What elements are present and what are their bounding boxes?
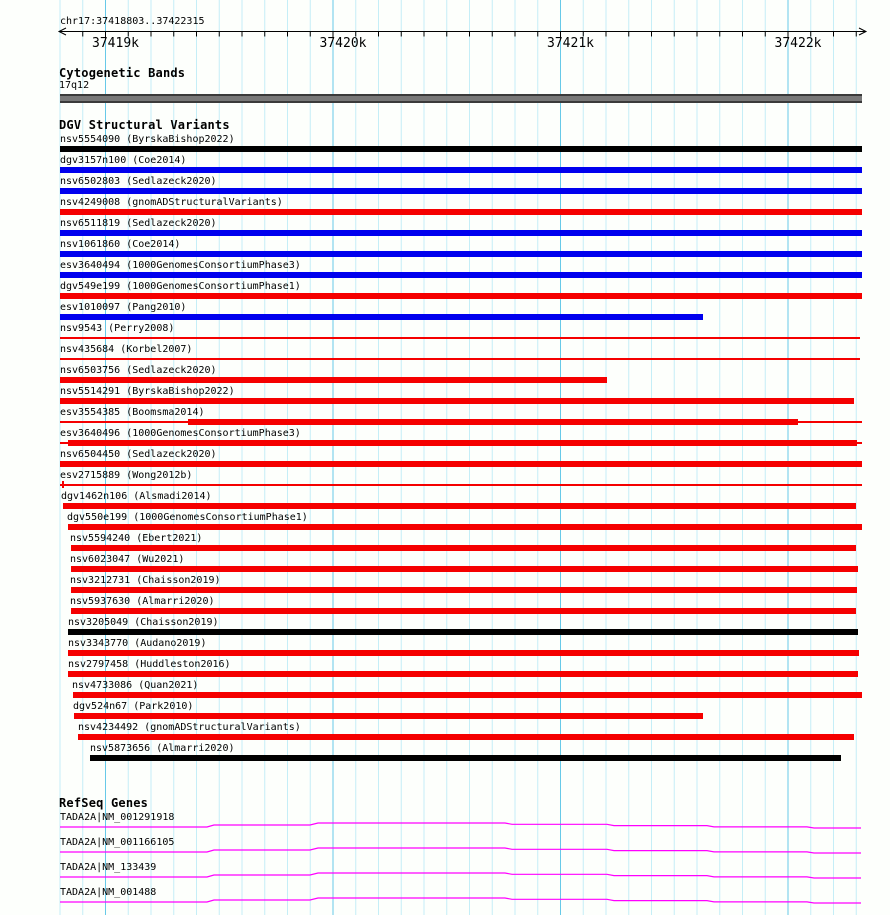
cytoband-name: 17q12 bbox=[59, 80, 90, 91]
variant-bar[interactable] bbox=[68, 629, 858, 635]
variant-label[interactable]: nsv6503756 (Sedlazeck2020) bbox=[60, 365, 217, 376]
variant-bar[interactable] bbox=[60, 461, 862, 467]
gene-label[interactable]: TADA2A|NM_001166105 bbox=[60, 837, 175, 848]
variant-label[interactable]: nsv3205049 (Chaisson2019) bbox=[68, 617, 219, 628]
ruler-tick-label: 37420k bbox=[319, 36, 367, 51]
variant-label[interactable]: nsv6511819 (Sedlazeck2020) bbox=[60, 218, 217, 229]
variant-bar[interactable] bbox=[60, 398, 854, 404]
variant-label[interactable]: nsv5594240 (Ebert2021) bbox=[70, 533, 203, 544]
variant-label[interactable]: nsv9543 (Perry2008) bbox=[60, 323, 175, 334]
variant-label[interactable]: esv3640494 (1000GenomesConsortiumPhase3) bbox=[60, 260, 301, 271]
variant-label[interactable]: esv3554385 (Boomsma2014) bbox=[60, 407, 205, 418]
variant-bar[interactable] bbox=[74, 713, 703, 719]
variant-label[interactable]: nsv4249008 (gnomADStructuralVariants) bbox=[60, 197, 283, 208]
ruler bbox=[0, 0, 890, 60]
variant-bar[interactable] bbox=[60, 337, 860, 339]
variant-bar[interactable] bbox=[71, 587, 857, 593]
cytoband-bar[interactable] bbox=[60, 94, 862, 103]
variant-bar[interactable] bbox=[78, 734, 854, 740]
variant-bar[interactable] bbox=[60, 442, 68, 444]
variant-bar[interactable] bbox=[60, 167, 862, 173]
refseq-track-header: RefSeq Genes bbox=[59, 796, 149, 810]
gene-label[interactable]: TADA2A|NM_133439 bbox=[60, 862, 157, 873]
right-arrow-icon bbox=[859, 28, 866, 35]
dgv-track-header: DGV Structural Variants bbox=[59, 118, 230, 132]
gene-model-line[interactable] bbox=[60, 848, 861, 853]
variant-bar[interactable] bbox=[60, 146, 862, 152]
variant-label[interactable]: esv3640496 (1000GenomesConsortiumPhase3) bbox=[60, 428, 301, 439]
variant-bar[interactable] bbox=[60, 358, 860, 360]
variant-bar[interactable] bbox=[73, 692, 862, 698]
variant-label[interactable]: nsv4733086 (Quan2021) bbox=[72, 680, 199, 691]
variant-bar[interactable] bbox=[71, 566, 858, 572]
variant-bar[interactable] bbox=[60, 251, 862, 257]
variant-label[interactable]: nsv1061860 (Coe2014) bbox=[60, 239, 181, 250]
variant-bar[interactable] bbox=[63, 503, 856, 509]
variant-bar[interactable] bbox=[60, 377, 607, 383]
variant-label[interactable]: nsv5554090 (ByrskaBishop2022) bbox=[60, 134, 235, 145]
variant-label[interactable]: nsv4234492 (gnomADStructuralVariants) bbox=[78, 722, 301, 733]
variant-label[interactable]: nsv435684 (Korbel2007) bbox=[60, 344, 193, 355]
variant-label[interactable]: dgv524n67 (Park2010) bbox=[73, 701, 194, 712]
variant-bar[interactable] bbox=[857, 442, 862, 444]
variant-bar[interactable] bbox=[71, 608, 856, 614]
variant-bar[interactable] bbox=[60, 314, 703, 320]
variant-bar[interactable] bbox=[798, 421, 862, 423]
variant-label[interactable]: dgv3157n100 (Coe2014) bbox=[60, 155, 187, 166]
variant-label[interactable]: nsv6502803 (Sedlazeck2020) bbox=[60, 176, 217, 187]
ruler-tick-label: 37422k bbox=[774, 36, 822, 51]
variant-label[interactable]: esv2715889 (Wong2012b) bbox=[60, 470, 193, 481]
ruler-tick-label: 37421k bbox=[547, 36, 594, 51]
variant-bar[interactable] bbox=[71, 545, 856, 551]
gene-label[interactable]: TADA2A|NM_001291918 bbox=[60, 812, 175, 823]
variant-bar[interactable] bbox=[68, 440, 857, 446]
variant-label[interactable]: nsv6504450 (Sedlazeck2020) bbox=[60, 449, 217, 460]
variant-label[interactable]: nsv6023047 (Wu2021) bbox=[70, 554, 185, 565]
variant-label[interactable]: esv1010097 (Pang2010) bbox=[60, 302, 187, 313]
variant-bar-left-cap bbox=[62, 481, 64, 488]
cytoband-track-header: Cytogenetic Bands bbox=[59, 66, 186, 80]
variant-label[interactable]: dgv1462n106 (Alsmadi2014) bbox=[61, 491, 212, 502]
variant-label[interactable]: nsv5873656 (Almarri2020) bbox=[90, 743, 235, 754]
left-arrow-icon bbox=[59, 28, 66, 35]
gene-label[interactable]: TADA2A|NM_001488 bbox=[60, 887, 157, 898]
gene-model-line[interactable] bbox=[60, 898, 861, 903]
variant-bar[interactable] bbox=[68, 671, 858, 677]
variant-label[interactable]: nsv3212731 (Chaisson2019) bbox=[70, 575, 221, 586]
region-title: chr17:37418803..37422315 bbox=[60, 16, 205, 27]
variant-bar[interactable] bbox=[60, 293, 862, 299]
variant-bar[interactable] bbox=[60, 209, 862, 215]
variant-bar[interactable] bbox=[60, 188, 862, 194]
variant-bar[interactable] bbox=[60, 272, 862, 278]
variant-label[interactable]: nsv5937630 (Almarri2020) bbox=[70, 596, 215, 607]
gene-model-line[interactable] bbox=[60, 823, 861, 828]
variant-bar[interactable] bbox=[68, 524, 862, 530]
variant-bar[interactable] bbox=[68, 650, 859, 656]
variant-label[interactable]: nsv5514291 (ByrskaBishop2022) bbox=[60, 386, 235, 397]
variant-bar[interactable] bbox=[90, 755, 841, 761]
variant-label[interactable]: nsv3343770 (Audano2019) bbox=[68, 638, 207, 649]
variant-bar[interactable] bbox=[60, 421, 188, 423]
variant-label[interactable]: dgv549e199 (1000GenomesConsortiumPhase1) bbox=[60, 281, 301, 292]
variant-bar[interactable] bbox=[188, 419, 798, 425]
ruler-tick-label: 37419k bbox=[92, 36, 139, 51]
variant-bar[interactable] bbox=[60, 230, 862, 236]
variant-bar[interactable] bbox=[60, 484, 862, 486]
gene-model-line[interactable] bbox=[60, 873, 861, 878]
variant-label[interactable]: nsv2797458 (Huddleston2016) bbox=[68, 659, 231, 670]
variant-label[interactable]: dgv550e199 (1000GenomesConsortiumPhase1) bbox=[67, 512, 308, 523]
